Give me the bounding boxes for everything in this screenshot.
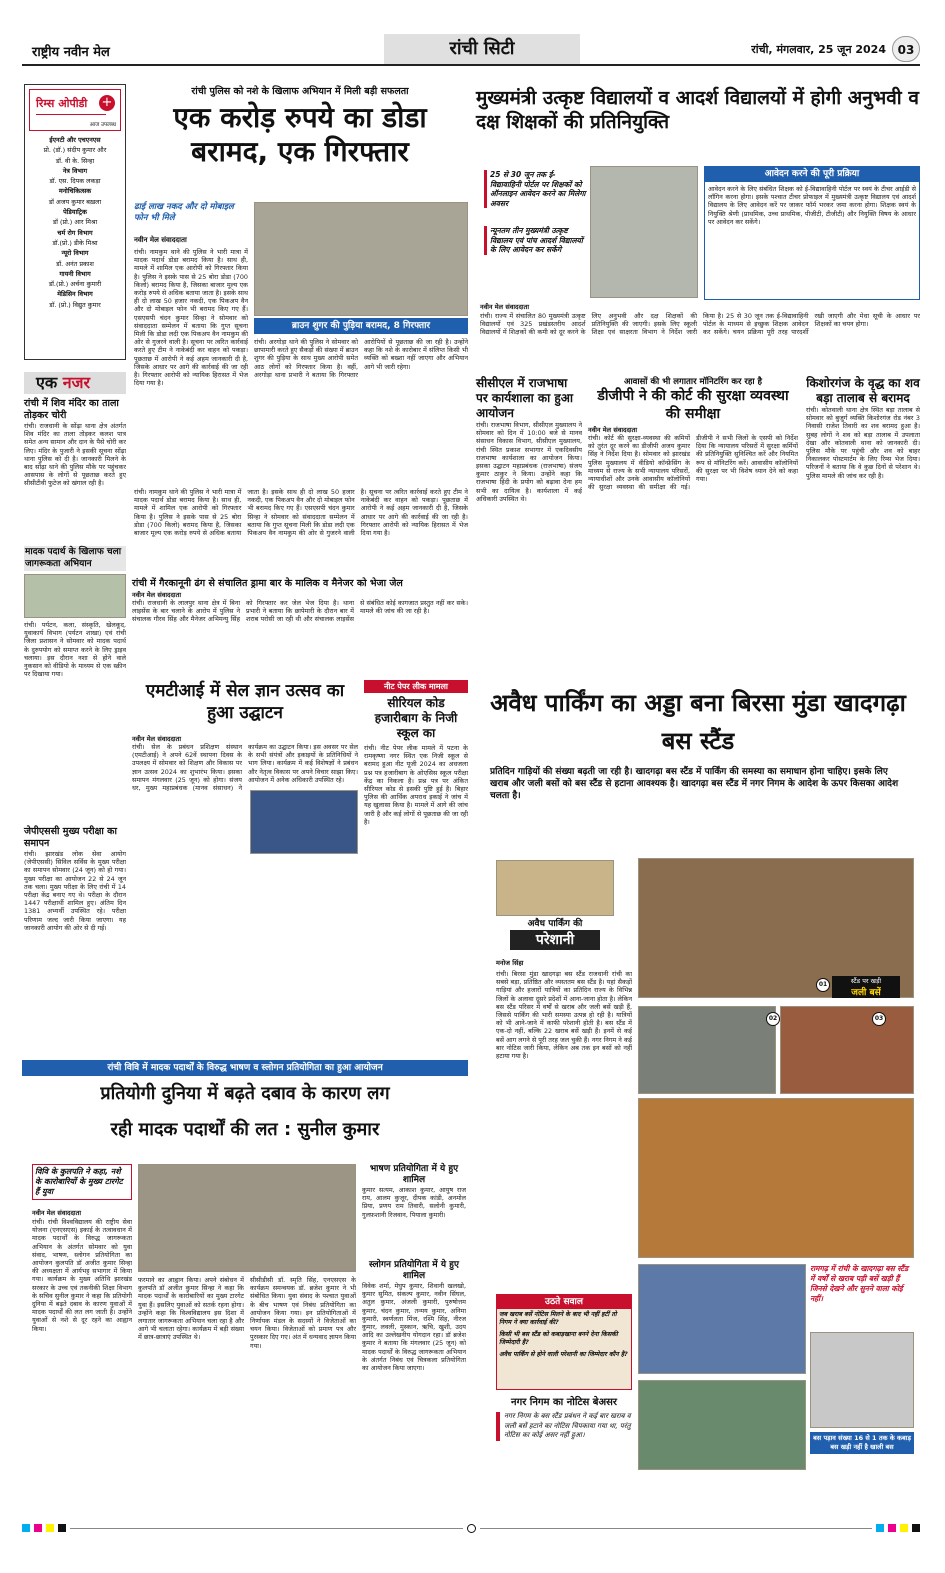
headline-2: रही मादक पदार्थों की लत : सुनील कुमार: [110, 1119, 380, 1140]
plus-icon: +: [99, 95, 115, 111]
mti-event-photo: [250, 790, 358, 854]
headline: अवैध पार्किंग का अड्डा बना बिरसा मुंडा खादगढ़ा बस स्टैंड: [490, 689, 906, 755]
school-photo: [590, 166, 698, 298]
headline: प्रतियोगी दुनिया में बढ़ते दबाव के कारण लग: [100, 1083, 390, 1104]
registration-mark: [467, 1524, 476, 1533]
headline: मुख्यमंत्री उत्कृष्ट विद्यालयों व आदर्श विद्यालयों में होगी अनुभवी व दक्ष शिक्षकों की प्रतिनियुक्ति: [476, 87, 919, 133]
marker-03: 03: [872, 1012, 886, 1026]
speech-winners: भाषण प्रतियोगिता में ये हुए शामिल कुमार सत्यम, आकाश कुमार, आयुष राज राय, आलम कुजूर, दीपक कांडी, अनमोल प्रिया, प्रणय राम तिवारी, सलोनी कुमारी, गुलफ़शानी रिजवान, पियाला कुमारी। स्लोगन प्रतियोगिता में ये हुए शामिल विवेक शर्मा, मेघुप कुमार, शिवानी खलखो, कुमार सुमित, संकल्प कुमार, नवीन सिंघल, अतुल कुमार, अंजली कुमारी, पुरुषोत्तम कुमार, चंदन कुमार, तन्मय कुमार, अनिमा कुमारी, स्वर्णलता मिंज, रश्मि सिंह, नीरज कुमार, लवली, मुस्कान, ऋचि, खुशी, उदय आदि का उल्लेखनीय योगदान रहा। डॉ ब्रजेश कुमार ने बताया कि मंगलवार (25 जून) को मादक पदार्थों के विरुद्ध जागरूकता अभियान के अंतर्गत निबंध एवं चित्रकला प्रतियोगिता का आयोजन किया जाएगा।: [362, 1164, 466, 1373]
story-mti: एमटीआई में सेल ज्ञान उत्सव का हुआ उद्घाटन नवीन मेल संवाददाता रांची। सेल के प्रबंधन प्रशिक्षण संस्थान (एमटीआई) ने अपने 62वें स्थापना दिवस के उपलक्ष्य में सोमवार को शिक्षण और विकास पर ज्ञान उत्सव 2024 का शुभारंभ किया। इसका समापन मंगलवार (25 जून) को होगा। संजय धर, मुख्य महाप्रबंधक (मानव संसाधन) ने कार्यक्रम का उद्घाटन किया। इस अवसर पर सेल के सभी संयंत्रों और इकाइयों के प्रतिनिधियों ने भाग लिया। कार्यक्रम में कई विशेषज्ञों ने प्रबंधन और नेतृत्व विकास पर अपने विचार साझा किए। आयोजन में अनेक अधिकारी उपस्थित रहे।: [132, 681, 358, 793]
story-dgp: आवासों की भी लगातार मॉनिटरिंग कर रहा है डीजीपी ने की कोर्ट की सुरक्षा व्यवस्था की समीक्षा नवीन मेल संवाददाता रांची। कोर्ट की सुरक्षा-व्यवस्था की कमियों को तुरंत दूर करने का डीजीपी अजय कुमार सिंह ने निर्देश दिया है। सोमवार को झारखंड पुलिस मुख्यालय में वीडियो कॉन्फ्रेंसिंग के माध्यम से राज्य के सभी न्यायालय परिसरों, न्यायाधीशों और उनके आवासीय कॉलोनियों की सुरक्षा व्यवस्था की समीक्षा की गई। डीजीपी ने सभी जिलों के एसपी को निर्देश दिया कि न्यायालय परिसरों में सुरक्षा कर्मियों की प्रतिनियुक्ति सुनिश्चित करें और नियमित रूप से मॉनिटरिंग करें। आवासीय कॉलोनियों की सुरक्षा पर भी विशेष ध्यान देने को कहा गया।: [588, 377, 798, 492]
byline: नवीन मेल संवाददाता: [480, 303, 529, 311]
question: किसी भी बस स्टैंड को कबाड़खाना बनने देना किसकी जिम्मेदारी है?: [499, 1331, 618, 1346]
headline: एमटीआई में सेल ज्ञान उत्सव का हुआ उद्घाटन: [145, 681, 345, 723]
story-ru-kicker: रांची विवि में मादक पदार्थों के विरुद्ध भाषण व स्लोगन प्रतियोगिता का हुआ आयोजन: [22, 1060, 468, 1076]
burnt-bus-badge: स्टैंड पर खड़ी जली बसें: [832, 976, 900, 998]
color-swatch: [22, 1524, 30, 1532]
brand: राष्ट्रीय नवीन मेल: [32, 45, 110, 60]
headline: डीजीपी ने की कोर्ट की सुरक्षा व्यवस्था की समीक्षा: [597, 388, 789, 422]
pulse-icon: [36, 114, 106, 115]
story-kishoreganj: किशोरगंज के वृद्ध का शव बड़ा तालाब से बरामद रांची। कोतवाली थाना क्षेत्र स्थित बड़ा तालाब से सोमवार को बुजुर्ग व्यक्ति किशोरगंज रोड नंबर 3 निवासी राजेश तिवारी का शव बरामद हुआ है। सुबह लोगों ने शव को बड़ा तालाब में उपलाता देखा और कोतवाली थाना को जानकारी दी। पुलिस मौके पर पहुंची और शव को बाहर निकालकर पोस्टमार्टम के लिए रिम्स भेज दिया। परिजनों ने बताया कि वे कुछ दिनों से परेशान थे। पुलिस मामले की जांच कर रही है।: [806, 376, 920, 480]
marker-01: 01: [816, 978, 830, 992]
deck: प्रतिदिन गाड़ियों की संख्या बढ़ती जा रही है। खादगढ़ा बस स्टैंड में पार्किंग की समस्या का समाधान होना चाहिए। इसके लिए खराब और जली बसों को बस स्टैंड से हटाना आवश्यक है। खादगढ़ा बस स्टैंड में नगर निगम के आदेश के ऊपर किसका आदेश चलता है।: [490, 767, 899, 801]
green-bus-photo: [638, 1380, 806, 1470]
byline: नवीन मेल संवाददाता: [132, 591, 181, 599]
question: जब खराब बसें नोटिस मिलने के बाद भी नहीं हटीं तो निगम ने क्या कार्रवाई की?: [499, 1311, 617, 1326]
color-swatch: [34, 1524, 42, 1532]
brief-jpsc: जेपीएससी मुख्य परीक्षा का समापन रांची। झारखंड लोक सेवा आयोग (जेपीएससी) सिविल सर्विस के मुख्य परीक्षा का समापन सोमवार (24 जून) को हो गया। मुख्य परीक्षा का आयोजन 22 से 24 जून तक चला। मुख्य परीक्षा के लिए रांची में 14 परीक्षा केंद्र बनाए गए थे। परीक्षा के दौरान 1447 परीक्षार्थी शामिल हुए। अंतिम दिन 1381 अभ्यर्थी उपस्थित रहे। परीक्षा परिणाम जल्द जारी किया जाएगा। यह जानकारी आयोग की ओर से दी गई।: [24, 826, 126, 932]
brief-title: रांची में शिव मंदिर का ताला तोड़कर चोरी: [24, 398, 119, 421]
bullet: 25 से 30 जून तक ई-विद्यावाहिनी पोर्टल पर शिक्षकों को ऑनलाइन आवेदन करने का मिलेगा अवसर: [484, 170, 586, 208]
question: अवैध पार्किंग से होने वाली परेशानी का जिम्मेदार कौन है?: [499, 1351, 628, 1358]
rims-box: रिम्स ओपीडी + आज उपलब्ध ईएनटी और एचएनएस प्रो. (डॉ.) संदीप कुमार और डॉ. वी के. सिन्हा नेत्र विभाग डॉ. एस. दिपक लकड़ा मनोचिकित्सक डॉ अजय कुमार बख़ला पेडियाट्रिक डॉ (प्रो.) आर मिश्रा चर्म रोग विभाग डॉ.(प्रो.) डीके मिश्रा न्यूरो विभाग डॉ. अनंत प्रकाश गायनी विभाग डॉ.(प्रो.) अर्चना कुमारी मेडिसिन विभाग डॉ. (प्रो.) विद्युत कुमार: [24, 84, 126, 360]
scrap-truck-photo: [638, 1098, 914, 1258]
story-bus-stand: अवैध पार्किंग का अड्डा बना बिरसा मुंडा खादगढ़ा बस स्टैंड प्रतिदिन गाड़ियों की संख्या बढ़ती जा रही है। खादगढ़ा बस स्टैंड में पार्किंग की समस्या का समाधान होना चाहिए। इसके लिए खराब और जली बसों को बस स्टैंड से हटाना आवश्यक है। खादगढ़ा बस स्टैंड में नगर निगम के आदेश के ऊपर किसका आदेश चलता है। अवैध पार्किंग की परेशानी मनोज सिंहा रांची। बिरसा मुंडा खादगढ़ा बस स्टैंड राजधानी रांची का सबसे बड़ा, प्रतिष्ठित और व्यस्ततम बस स्टैंड है। यहां सैकड़ों गाड़ियां और हजारों यात्रियों का प्रतिदिन राज्य के विभिन्न जिलों के अलावा दूसरे प्रदेशों में आना-जाना होता है। लेकिन बस स्टैंड परिसर में वर्षों से खराब और जली बसें खड़ी हैं, जिससे पार्किंग की भारी समस्या उत्पन्न हो रही है। यात्रियों को भी आने-जाने में काफी परेशानी होती है। बस स्टैंड में एक-दो नहीं, बल्कि 22 खराब बसें खड़ी हैं। इनमें से कई बसें आग लगने से पूरी तरह जल चुकी हैं। नगर निगम ने कई बार नोटिस जारी किया, लेकिन अब तक इन बसों को नहीं हटाया गया है। स्टैंड पर खड़ी जली बसें 01 02 03 रामगढ़ में रांची के खादगढ़ा बस स्टैंड में वर्षों से खराब पड़ी बसें खड़ी हैं जिनसे देखने और सुनने वाला कोई नहीं। बस पड़ाव संख्या 16 से 1 तक के कबाड़ बस खड़ी नहीं है खाली बस उठते सवाल जब खराब बसें नोटिस मिलने के बाद भी नहीं हटीं तो निगम ने क्या कार्रवाई की? किसी भी बस स्टैंड को कबाड़खाना बनने देना किसकी जिम्मेदारी है? अवैध पार्किंग से होने वाली परेशानी का जिम्मेदार कौन है? नगर निगम का नोटिस बेअसर नगर निगम के बस स्टैंड प्रबंधन ने कई बार खराब व जली बसें हटाने का नोटिस चिपकाया गया था, परंतु नोटिस का कोई असर नहीं हुआ।: [476, 680, 920, 1526]
right-caption: रामगढ़ में रांची के खादगढ़ा बस स्टैंड में वर्षों से खराब पड़ी बसें खड़ी हैं जिनसे देखने और सुनने वाला कोई नहीं।: [810, 1264, 909, 1303]
color-swatch: [912, 1524, 920, 1532]
story-doda: रांची पुलिस को नशे के खिलाफ अभियान में मिली बड़ी सफलता एक करोड़ रुपये का डोडा बरामद, एक गिरफ्तार ढाई लाख नकद और दो मोबाइल फोन भी मिले नवीन मेल संवाददाता रांची। नामकुम थाने की पुलिस ने भारी मात्रा में मादक पदार्थ डोडा बरामद किया है। साथ ही, मामले में शामिल एक आरोपी को गिरफ्तार किया है। पुलिस ने इसके पास से 25 बोरा डोडा (700 किलो) बरामद किया है, जिसका बाजार मूल्य एक करोड़ रुपये से अधिक बताया जाता है। इसके साथ ही दो लाख 50 हजार नकदी, एक पिकअप वैन और दो मोबाइल फोन भी बरामद किए गए हैं। एसएसपी चंदन कुमार सिन्हा ने सोमवार को संवाददाता सम्मेलन में बताया कि गुप्त सूचना मिली कि डोडा लदी एक पिकअप वैन नामकुम की ओर से गुजरने वाली है। सूचना पर त्वरित कार्रवाई करते हुए टीम ने नाकेबंदी कर वाहन को पकड़ा। पूछताछ में आरोपी ने कई अहम जानकारी दी है, जिसके आधार पर आगे की कार्रवाई की जा रही है। गिरफ्तार आरोपी को न्यायिक हिरासत में भेज दिया गया है। ब्राउन शुगर की पुड़िया बरामद, 8 गिरफ्तार रांची। अरगोड़ा थाने की पुलिस ने सोमवार को छापामारी करते हुए सैकड़ों की संख्या में ब्राउन शुगर की पुड़िया के साथ मुख्य आरोपी समेत आठ लोगों को गिरफ्तार किया है। वहीं, अरगोड़ा थाना प्रभारी ने बताया कि गिरफ्तार आरोपियों से पूछताछ की जा रही है। उन्होंने कहा कि नशे के कारोबार में संलिप्त किसी भी व्यक्ति को बख्शा नहीं जाएगा और अभियान आगे भी जारी रहेगा। रांची। नामकुम थाने की पुलिस ने भारी मात्रा में मादक पदार्थ डोडा बरामद किया है। साथ ही, मामले में शामिल एक आरोपी को गिरफ्तार किया है। पुलिस ने इसके पास से 25 बोरा डोडा (700 किलो) बरामद किया है, जिसका बाजार मूल्य एक करोड़ रुपये से अधिक बताया जाता है। इसके साथ ही दो लाख 50 हजार नकदी, एक पिकअप वैन और दो मोबाइल फोन भी बरामद किए गए हैं। एसएसपी चंदन कुमार सिन्हा ने सोमवार को संवाददाता सम्मेलन में बताया कि गुप्त सूचना मिली कि डोडा लदी एक पिकअप वैन नामकुम की ओर से गुजरने वाली है। सूचना पर त्वरित कार्रवाई करते हुए टीम ने नाकेबंदी कर वाहन को पकड़ा। पूछताछ में आरोपी ने कई अहम जानकारी दी है, जिसके आधार पर आगे की कार्रवाई की जा रही है। गिरफ्तार आरोपी को न्यायिक हिरासत में भेज दिया गया है।: [134, 86, 468, 538]
section-title: रांची सिटी: [384, 34, 580, 64]
kicker: आवासों की भी लगातार मॉनिटरिंग कर रहा है: [623, 377, 763, 387]
rims-logo: रिम्स ओपीडी + आज उपलब्ध: [29, 89, 121, 131]
burnt-bus-photo-3: [780, 1006, 914, 1094]
blue-bus-photo: [638, 1264, 806, 1374]
headline: रांची में गैरकानूनी ढंग से संचालित ड्रामा बार के मालिक व मैनेजर को भेजा जेल: [132, 578, 403, 589]
footer-color-strip: [22, 1524, 920, 1532]
bottom-caption: बस पड़ाव संख्या 16 से 1 तक के कबाड़ बस खड़ी नहीं है खाली बस: [810, 1432, 914, 1454]
photo-caption: ब्राउन शुगर की पुड़िया बरामद, 8 गिरफ्तार: [254, 318, 468, 334]
brief-title: जेपीएससी मुख्य परीक्षा का समापन: [24, 826, 117, 849]
color-swatch: [900, 1524, 908, 1532]
awareness-photo: [24, 574, 126, 618]
process-box: आवेदन करने की पूरी प्रक्रिया आवेदन करने के लिए संबंधित शिक्षक को ई-विद्यावाहिनी पोर्टल पर स्वयं के टीचर आईडी से लॉगिन करना होगा। इसके पश्चात टीचर प्रोफाइल में मुख्यमंत्री उत्कृष्ट विद्यालय एवं आदर्श विद्यालय के लिए आवेदन करें पर जाकर फॉर्म भरकर जमा करना होगा। शिक्षक स्वयं के नियुक्ति श्रेणी (प्राथमिक, उच्च प्राथमिक, पीजीटी, टीजीटी) और नियुक्ति विषय के आधार पर आवेदन कर सकेंगे।: [704, 166, 920, 300]
story-drama-bar: रांची में गैरकानूनी ढंग से संचालित ड्रामा बार के मालिक व मैनेजर को भेजा जेल नवीन मेल संवाददाता रांची। राजधानी के लालपुर थाना क्षेत्र में बिना लाइसेंस के बार चलाने के आरोप में पुलिस ने संचालक गौरव सिंह और मैनेजर अभिमन्यु सिंह को गिरफ्तार कर जेल भेज दिया है। थाना प्रभारी ने बताया कि छापेमारी के दौरान बार में शराब परोसी जा रही थी और संचालक लाइसेंस से संबंधित कोई कागजात प्रस्तुत नहीं कर सके। मामले की जांच की जा रही है।: [132, 578, 468, 624]
kicker: रांची पुलिस को नशे के खिलाफ अभियान में मिली बड़ी सफलता: [191, 86, 409, 97]
masthead: [22, 34, 920, 66]
side-note: ढाई लाख नकद और दो मोबाइल फोन भी मिले: [134, 202, 234, 223]
byline: नवीन मेल संवाददाता: [132, 735, 181, 743]
color-swatch: [46, 1524, 54, 1532]
notice-box: नगर निगम का नोटिस बेअसर नगर निगम के बस स्टैंड प्रबंधन ने कई बार खराब व जली बसें हटाने का नोटिस चिपकाया गया था, परंतु नोटिस का कोई असर नहीं हुआ।: [496, 1396, 632, 1514]
brief-shiv-mandir: रांची में शिव मंदिर का ताला तोड़कर चोरी रांची। राजधानी के सोंढ़ा थाना क्षेत्र अंतर्गत शिव मंदिर का ताला तोड़कर कलश पात्र समेत अन्य सामान और दान के पैसे चोरी कर लिए। मंदिर के पुजारी ने इसकी सूचना सोंढ़ा थाना पुलिस को दी है। जानकारी मिलने के बाद सोंढ़ा थाने की पुलिस मौके पर पहुंचकर आसपास के लोगों से पूछताछ करते हुए सीसीटीवी फुटेज को खंगाल रही है।: [24, 398, 126, 488]
story-neet: नीट पेपर लीक मामला सीरियल कोड हजारीबाग के निजी स्कूल का रांची। नीट पेपर लीक मामले में पटना के रामकृष्णा नगर स्थित एक निजी स्कूल से बरामद हुआ नीट यूजी 2024 का अधजला प्रश्न पत्र हजारीबाग के ओएसिस स्कूल परीक्षा केंद्र का निकला है। प्रश्न पत्र पर अंकित सीरियल कोड से इसकी पुष्टि हुई है। बिहार पुलिस की आर्थिक अपराध इकाई ने जांच में यह खुलासा किया है। मामले में आगे की जांच जारी है और कई लोगों से पूछताछ की जा रही है।: [364, 682, 468, 826]
byline: नवीन मेल संवाददाता: [588, 426, 637, 434]
headline: सीरियल कोड हजारीबाग के निजी स्कूल का: [374, 696, 458, 740]
police-press-photo: [254, 202, 468, 316]
story-ccl: सीसीएल में राजभाषा पर कार्यशाला का हुआ आयोजन रांची। राजभाषा विभाग, सीसीएल मुख्यालय ने सोमवार को दिन में 10:00 बजे से मानव संसाधन विकास विभाग, सीसीएल मुख्यालय, रांची स्थित प्रकाश सभागार में एकदिवसीय राजभाषा कार्यशाला का आयोजन किया। इसका उद्घाटन महाप्रबंधक (राजभाषा) संजय कुमार ठाकुर ने किया। उन्होंने कहा कि राजभाषा हिंदी के प्रयोग को बढ़ावा देना हम सभी का दायित्व है। कार्यशाला में कई अधिकारी उपस्थित थे।: [476, 376, 582, 503]
color-swatch: [888, 1524, 896, 1532]
ru-event-photo: [138, 1164, 356, 1272]
burnt-bus-photo-2: [638, 1006, 776, 1094]
story-ru: प्रतियोगी दुनिया में बढ़ते दबाव के कारण लग रही मादक पदार्थों की लत : सुनील कुमार विवि के कुलपति ने कहा, नशे के कारोबारियों के मुख्य टारगेट हैं युवा नवीन मेल संवाददाता रांची। रांची विश्वविद्यालय की राष्ट्रीय सेवा योजना (एनएसएस) इकाई के तत्वावधान में मादक पदार्थों के विरुद्ध जागरूकता अभियान के अंतर्गत सोमवार को युवा संवाद, भाषण, स्लोगन प्रतियोगिता का आयोजन कुलपति डॉ अजीत कुमार सिन्हा की अध्यक्षता में आर्यभट्ट सभागार में किया गया। कार्यक्रम के मुख्य अतिथि झारखंड सरकार के उच्च एवं तकनीकी शिक्षा विभाग के सचिव सुनील कुमार ने कहा कि प्रतियोगी दुनिया में बढ़ते दबाव के कारण युवाओं में मादक पदार्थों की लत लग जाती है। उन्होंने युवाओं से नशे से दूर रहने का आह्वान किया। फरमाने का आह्वान किया। अपने संबोधन में कुलपति डॉ अजीत कुमार सिन्हा ने कहा कि मादक पदार्थों के कारोबारियों का मुख्य टारगेट युवा हैं। इसलिए युवाओं को सतर्क रहना होगा। उन्होंने कहा कि विश्वविद्यालय इस दिशा में लगातार जागरूकता अभियान चला रहा है और आगे भी चलाता रहेगा। कार्यक्रम में बड़ी संख्या में छात्र-छात्राएं उपस्थित थे। सीसीडीसी डॉ. स्मृति सिंह, एनएसएस के कार्यक्रम समन्वयक डॉ. ब्रजेश कुमार ने भी संबोधित किया। युवा संवाद के पश्चात युवाओं के बीच भाषण एवं निबंध प्रतियोगिता का आयोजन किया गया। इन प्रतियोगिताओं में निर्णायक मंडल के सदस्यों ने विजेताओं का चयन किया। विजेताओं को प्रमाण पत्र और पुरस्कार दिए गए। अंत में धन्यवाद ज्ञापन किया गया। भाषण प्रतियोगिता में ये हुए शामिल कुमार सत्यम, आकाश कुमार, आयुष राज राय, आलम कुजूर, दीपक कांडी, अनमोल प्रिया, प्रणय राम तिवारी, सलोनी कुमारी, गुलफ़शानी रिजवान, पियाला कुमारी। स्लोगन प्रतियोगिता में ये हुए शामिल विवेक शर्मा, मेघुप कुमार, शिवानी खलखो, कुमार सुमित, संकल्प कुमार, नवीन सिंघल, अतुल कुमार, अंजली कुमारी, पुरुषोत्तम कुमार, चंदन कुमार, तन्मय कुमार, अनिमा कुमारी, स्वर्णलता मिंज, रश्मि सिंह, नीरज कुमार, लवली, मुस्कान, ऋचि, खुशी, उदय आदि का उल्लेखनीय योगदान रहा। डॉ ब्रजेश कुमार ने बताया कि मंगलवार (25 जून) को मादक पदार्थों के विरुद्ध जागरूकता अभियान के अंतर्गत निबंध एवं चित्रकला प्रतियोगिता का आयोजन किया जाएगा।: [22, 1082, 468, 1510]
tag: नीट पेपर लीक मामला: [364, 680, 468, 693]
pull-quote: विवि के कुलपति ने कहा, नशे के कारोबारियों के मुख्य टारगेट हैं युवा: [32, 1164, 132, 1200]
bus-front-photo: [810, 1332, 914, 1428]
color-swatch: [58, 1524, 66, 1532]
side-photo: [496, 860, 614, 916]
story-schools: मुख्यमंत्री उत्कृष्ट विद्यालयों व आदर्श विद्यालयों में होगी अनुभवी व दक्ष शिक्षकों की प्रतिनियुक्ति 25 से 30 जून तक ई-विद्यावाहिनी पोर्टल पर शिक्षकों को ऑनलाइन आवेदन करने का मिलेगा अवसर न्यूनतम तीन मुख्यमंत्री उत्कृष्ट विद्यालय एवं पांच आदर्श विद्यालयों के लिए आवेदन कर सकेंगे आवेदन करने की पूरी प्रक्रिया आवेदन करने के लिए संबंधित शिक्षक को ई-विद्यावाहिनी पोर्टल पर स्वयं के टीचर आईडी से लॉगिन करना होगा। इसके पश्चात टीचर प्रोफाइल में मुख्यमंत्री उत्कृष्ट विद्यालय एवं आदर्श विद्यालय के लिए आवेदन करें पर जाकर फॉर्म भरकर जमा करना होगा। शिक्षक स्वयं के नियुक्ति श्रेणी (प्राथमिक, उच्च प्राथमिक, पीजीटी, टीजीटी) और नियुक्ति विषय के आधार पर आवेदन कर सकेंगे। नवीन मेल संवाददाता रांची। राज्य में संचालित 80 मुख्यमंत्री उत्कृष्ट विद्यालयों एवं 325 प्रखंडस्तरीय आदर्श विद्यालयों में शिक्षकों की कमी को दूर करने के लिए अनुभवी और दक्ष शिक्षकों की प्रतिनियुक्ति की जाएगी। इसके लिए स्कूली शिक्षा एवं साक्षरता विभाग ने निर्देश जारी किया है। 25 से 30 जून तक ई-विद्यावाहिनी पोर्टल के माध्यम से इच्छुक शिक्षक आवेदन कर सकेंगे। चयन प्रक्रिया पूरी तरह पारदर्शी रखी जाएगी और मेधा सूची के आधार पर शिक्षकों का चयन होगा।: [476, 87, 920, 337]
headline: किशोरगंज के वृद्ध का शव बड़ा तालाब से बरामद: [806, 376, 920, 405]
bullet: न्यूनतम तीन मुख्यमंत्री उत्कृष्ट विद्यालय एवं पांच आदर्श विद्यालयों के लिए आवेदन कर सकेंगे: [484, 226, 586, 255]
color-swatch: [876, 1524, 884, 1532]
dateline: रांची, मंगलवार, 25 जून 2024: [751, 43, 886, 56]
byline: नवीन मेल संवाददाता: [32, 1209, 81, 1217]
byline: नवीन मेल संवाददाता: [134, 236, 187, 244]
brief-awareness: मादक पदार्थ के खिलाफ चला जागरूकता अभियान रांची। पर्यटन, कला, संस्कृति, खेलकूद, युवाकार्य विभाग (पर्यटन शाखा) एवं रांची जिला प्रशासन ने सोमवार को मादक पदार्थ के दुरुपयोग को समाप्त करने के लिए ड्राइव चलाया। इस दौरान नशा से होने वाले नुकसान को वीडियो के माध्यम से एक स्क्रीन पर दिखाया गया।: [24, 547, 126, 679]
brief-title: मादक पदार्थ के खिलाफ चला जागरूकता अभियान: [24, 546, 126, 571]
ek-nazar-label: एक नजर: [24, 372, 126, 394]
side-title: अवैध पार्किंग की परेशानी: [496, 916, 614, 951]
page-number: 03: [892, 36, 920, 62]
headline: एक करोड़ रुपये का डोडा बरामद, एक गिरफ्तार: [173, 101, 427, 168]
byline: मनोज सिंहा: [496, 959, 524, 967]
marker-02: 02: [766, 1012, 780, 1026]
questions-box: उठते सवाल जब खराब बसें नोटिस मिलने के बाद भी नहीं हटीं तो निगम ने क्या कार्रवाई की? किसी भी बस स्टैंड को कबाड़खाना बनने देना किसकी जिम्मेदारी है? अवैध पार्किंग से होने वाली परेशानी का जिम्मेदार कौन है?: [496, 1294, 632, 1390]
headline: सीसीएल में राजभाषा पर कार्यशाला का हुआ आयोजन: [476, 376, 574, 420]
